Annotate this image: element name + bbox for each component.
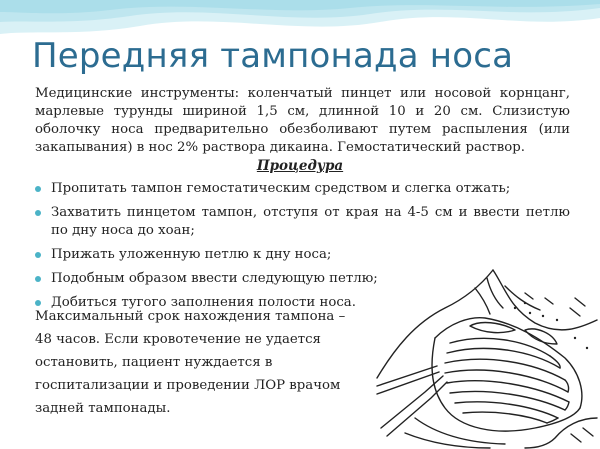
bullet-icon [35,186,41,192]
outro-line: остановить, пациент нуждается в [35,355,273,370]
outro-paragraph [35,305,355,420]
bullet-icon [35,210,41,216]
outro-line: задней тампонады. [35,401,171,416]
slide-title: Передняя тампонада носа [32,36,514,76]
list-item: Захватить пинцетом тампон, отступя от края на 4-5 см и ввести петлю по дну носа до хоан; [35,204,570,240]
outro-line: 48 часов. Если кровотечение не удается [35,332,321,347]
intro-paragraph: Медицинские инструменты: коленчатый пинцет или носовой корнцанг, марлевые турунды шириной 1,5 см, длинной 10 и 20 см. Слизистую оболочку носа предварительно обезболивают путем распыления (или закапывания) в нос 2% раствора дикаина. Гемостатический раствор. [35,86,570,155]
outro-line: Максимальный срок нахождения тампона – [35,309,346,324]
list-item: Добиться тугого заполнения полости носа. [35,294,570,312]
bullet-icon [35,252,41,258]
outro-line: госпитализации и проведении ЛОР врачом [35,378,341,393]
list-item: Подобным образом ввести следующую петлю; [35,270,570,288]
list-item: Пропитать тампон гемостатическим средством и слегка отжать; [35,180,570,198]
nasal-tamponade-illustration [375,268,600,449]
list-item: Прижать уложенную петлю к дну носа; [35,246,570,264]
bullet-icon [35,276,41,282]
procedure-heading: Процедура [256,158,344,174]
